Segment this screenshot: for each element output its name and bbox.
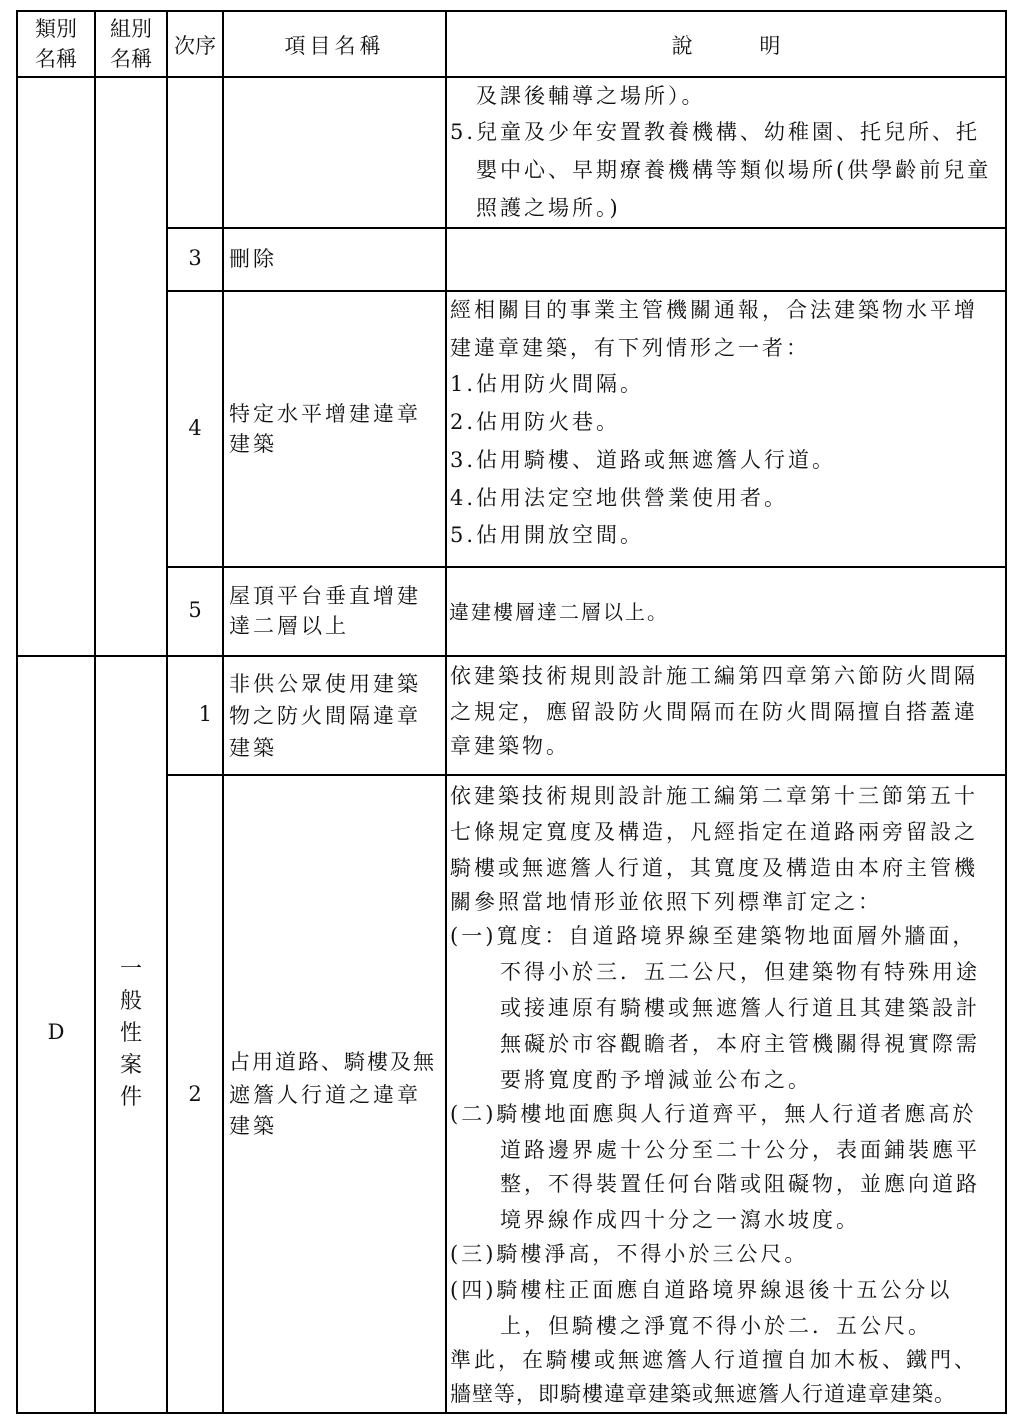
d-row1-desc-line2: 之規定，應留設防火間隔而在防火間隔擅自搭蓋違	[450, 700, 978, 724]
row5-item-line2: 達二層以上	[229, 614, 349, 638]
row4-desc-line7: 5.佔用開放空間。	[450, 523, 645, 547]
section-d-group-char4: 案	[119, 1053, 142, 1078]
header-group-line1: 組別	[110, 17, 152, 41]
d-row2-item-line2: 遮簷人行道之違章	[229, 1083, 421, 1107]
row3-item: 刪除	[229, 247, 277, 271]
d-row2-desc-line3: 騎樓或無遮簷人行道，其寬度及構造由本府主管機	[450, 856, 978, 880]
table-border-right	[1005, 10, 1007, 1414]
col-divider-seq	[222, 10, 224, 1414]
row4-desc-line5: 3.佔用騎樓、道路或無遮簷人行道。	[450, 448, 837, 472]
d-row1-item-line1: 非供公眾使用建築	[229, 672, 421, 696]
header-category-line2: 名稱	[35, 47, 77, 71]
row4-desc-line1: 經相關目的事業主管機關通報，合法建築物水平增	[450, 298, 978, 322]
d-row2-desc-line13: 境界線作成四十分之一瀉水坡度。	[500, 1208, 860, 1232]
d-row1-seq: 1	[198, 702, 212, 726]
row5-seq: 5	[188, 598, 202, 622]
d-row2-desc-line7: 或接連原有騎樓或無遮簷人行道且其建築設計	[500, 996, 980, 1020]
d-row2-desc-line1: 依建築技術規則設計施工編第二章第十三節第五十	[450, 784, 978, 808]
header-seq: 次序	[174, 34, 216, 58]
section-d-group-char3: 性	[119, 1021, 142, 1046]
d-row1-item-line3: 建築	[229, 736, 277, 760]
row3-seq: 3	[188, 246, 202, 270]
table-border-left	[16, 10, 18, 1414]
d-row2-desc-line2: 七條規定寬度及構造，凡經指定在道路兩旁留設之	[450, 820, 978, 844]
d-row2-desc-line6: 不得小於三．五二公尺，但建築物有特殊用途	[500, 960, 980, 984]
row-divider-3-top	[166, 227, 1007, 229]
table-border-bottom	[16, 1412, 1007, 1414]
cont-desc-line1: 及課後輔導之場所）。	[476, 84, 706, 108]
d-row2-desc-line5: (一)寬度：自道路境界線至建築物地面層外牆面，	[450, 924, 977, 948]
d-row1-desc-line3: 章建築物。	[450, 734, 570, 758]
header-item: 項目名稱	[284, 34, 385, 58]
row4-seq: 4	[188, 416, 202, 440]
d-row2-item-line1: 占用道路、騎樓及無	[229, 1050, 436, 1074]
d-row2-desc-line18: 牆壁等，即騎樓違章建築或無遮簷人行道違章建築。	[450, 1382, 956, 1406]
d-row2-desc-line8: 無礙於市容觀瞻者，本府主管機關得視實際需	[500, 1032, 980, 1056]
row4-desc-line4: 2.佔用防火巷。	[450, 410, 621, 434]
d-row1-desc-line1: 依建築技術規則設計施工編第四章第六節防火間隔	[450, 664, 978, 688]
d-row2-desc-line14: (三)騎樓淨高，不得小於三公尺。	[450, 1242, 809, 1266]
d-row2-seq: 2	[188, 1082, 202, 1106]
d-row2-desc-line12: 整，不得裝置任何台階或阻礙物，並應向道路	[500, 1172, 980, 1196]
cont-desc-line2: 5.兒童及少年安置教養機構、幼稚園、托兒所、托	[450, 120, 981, 144]
row4-desc-line2: 建違章建築，有下列情形之一者：	[450, 336, 810, 360]
d-row2-desc-line4: 關參照當地情形並依照下列標準訂定之：	[450, 890, 882, 914]
header-group	[96, 14, 166, 74]
row4-item-line1: 特定水平增建違章	[229, 402, 421, 426]
section-d-group-char2: 般	[119, 989, 142, 1014]
header-group-line2: 名稱	[110, 47, 152, 71]
cont-desc-line3: 嬰中心、早期療養機構等類似場所(供學齡前兒童	[476, 158, 992, 182]
d-row2-desc-line17: 準此，在騎樓或無遮簷人行道擅自加木板、鐵門、	[450, 1348, 978, 1372]
row5-desc: 違建樓層達二層以上。	[449, 600, 669, 624]
d-row2-desc-line11: 道路邊界處十公分至二十公分，表面鋪裝應平	[500, 1138, 980, 1162]
table-border-top	[16, 10, 1007, 12]
section-d-group	[96, 954, 166, 1114]
section-divider-d	[16, 655, 1007, 657]
header-category-line1: 類別	[35, 17, 77, 41]
col-divider-category	[94, 10, 96, 1414]
section-d-group-char5: 件	[119, 1085, 142, 1110]
d-row2-desc-line16: 上，但騎樓之淨寬不得小於二．五公尺。	[500, 1314, 932, 1338]
d-row2-desc-line9: 要將寬度酌予增減並公布之。	[500, 1068, 812, 1092]
row4-desc-line3: 1.佔用防火間隔。	[450, 372, 645, 396]
col-divider-item	[445, 10, 447, 1414]
cont-desc-line4: 照護之場所。)	[476, 196, 621, 220]
row-divider-d2-top	[166, 774, 1007, 776]
row4-desc-line6: 4.佔用法定空地供營業使用者。	[450, 486, 789, 510]
d-row2-desc-line10: (二)騎樓地面應與人行道齊平，無人行道者應高於	[450, 1102, 977, 1126]
section-d-group-char1: 一	[119, 957, 142, 982]
header-desc: 說 明	[671, 34, 781, 58]
d-row1-item-line2: 物之防火間隔違章	[229, 704, 421, 728]
row-divider-5-top	[166, 566, 1007, 568]
row5-item-line1: 屋頂平台垂直增建	[229, 584, 421, 608]
d-row2-item-line3: 建築	[229, 1114, 277, 1138]
section-d-category: D	[47, 1020, 65, 1044]
row4-item-line2: 建築	[229, 432, 277, 456]
header-category	[18, 14, 94, 74]
d-row2-desc-line15: (四)騎樓柱正面應自道路境界線退後十五公分以	[450, 1278, 953, 1302]
